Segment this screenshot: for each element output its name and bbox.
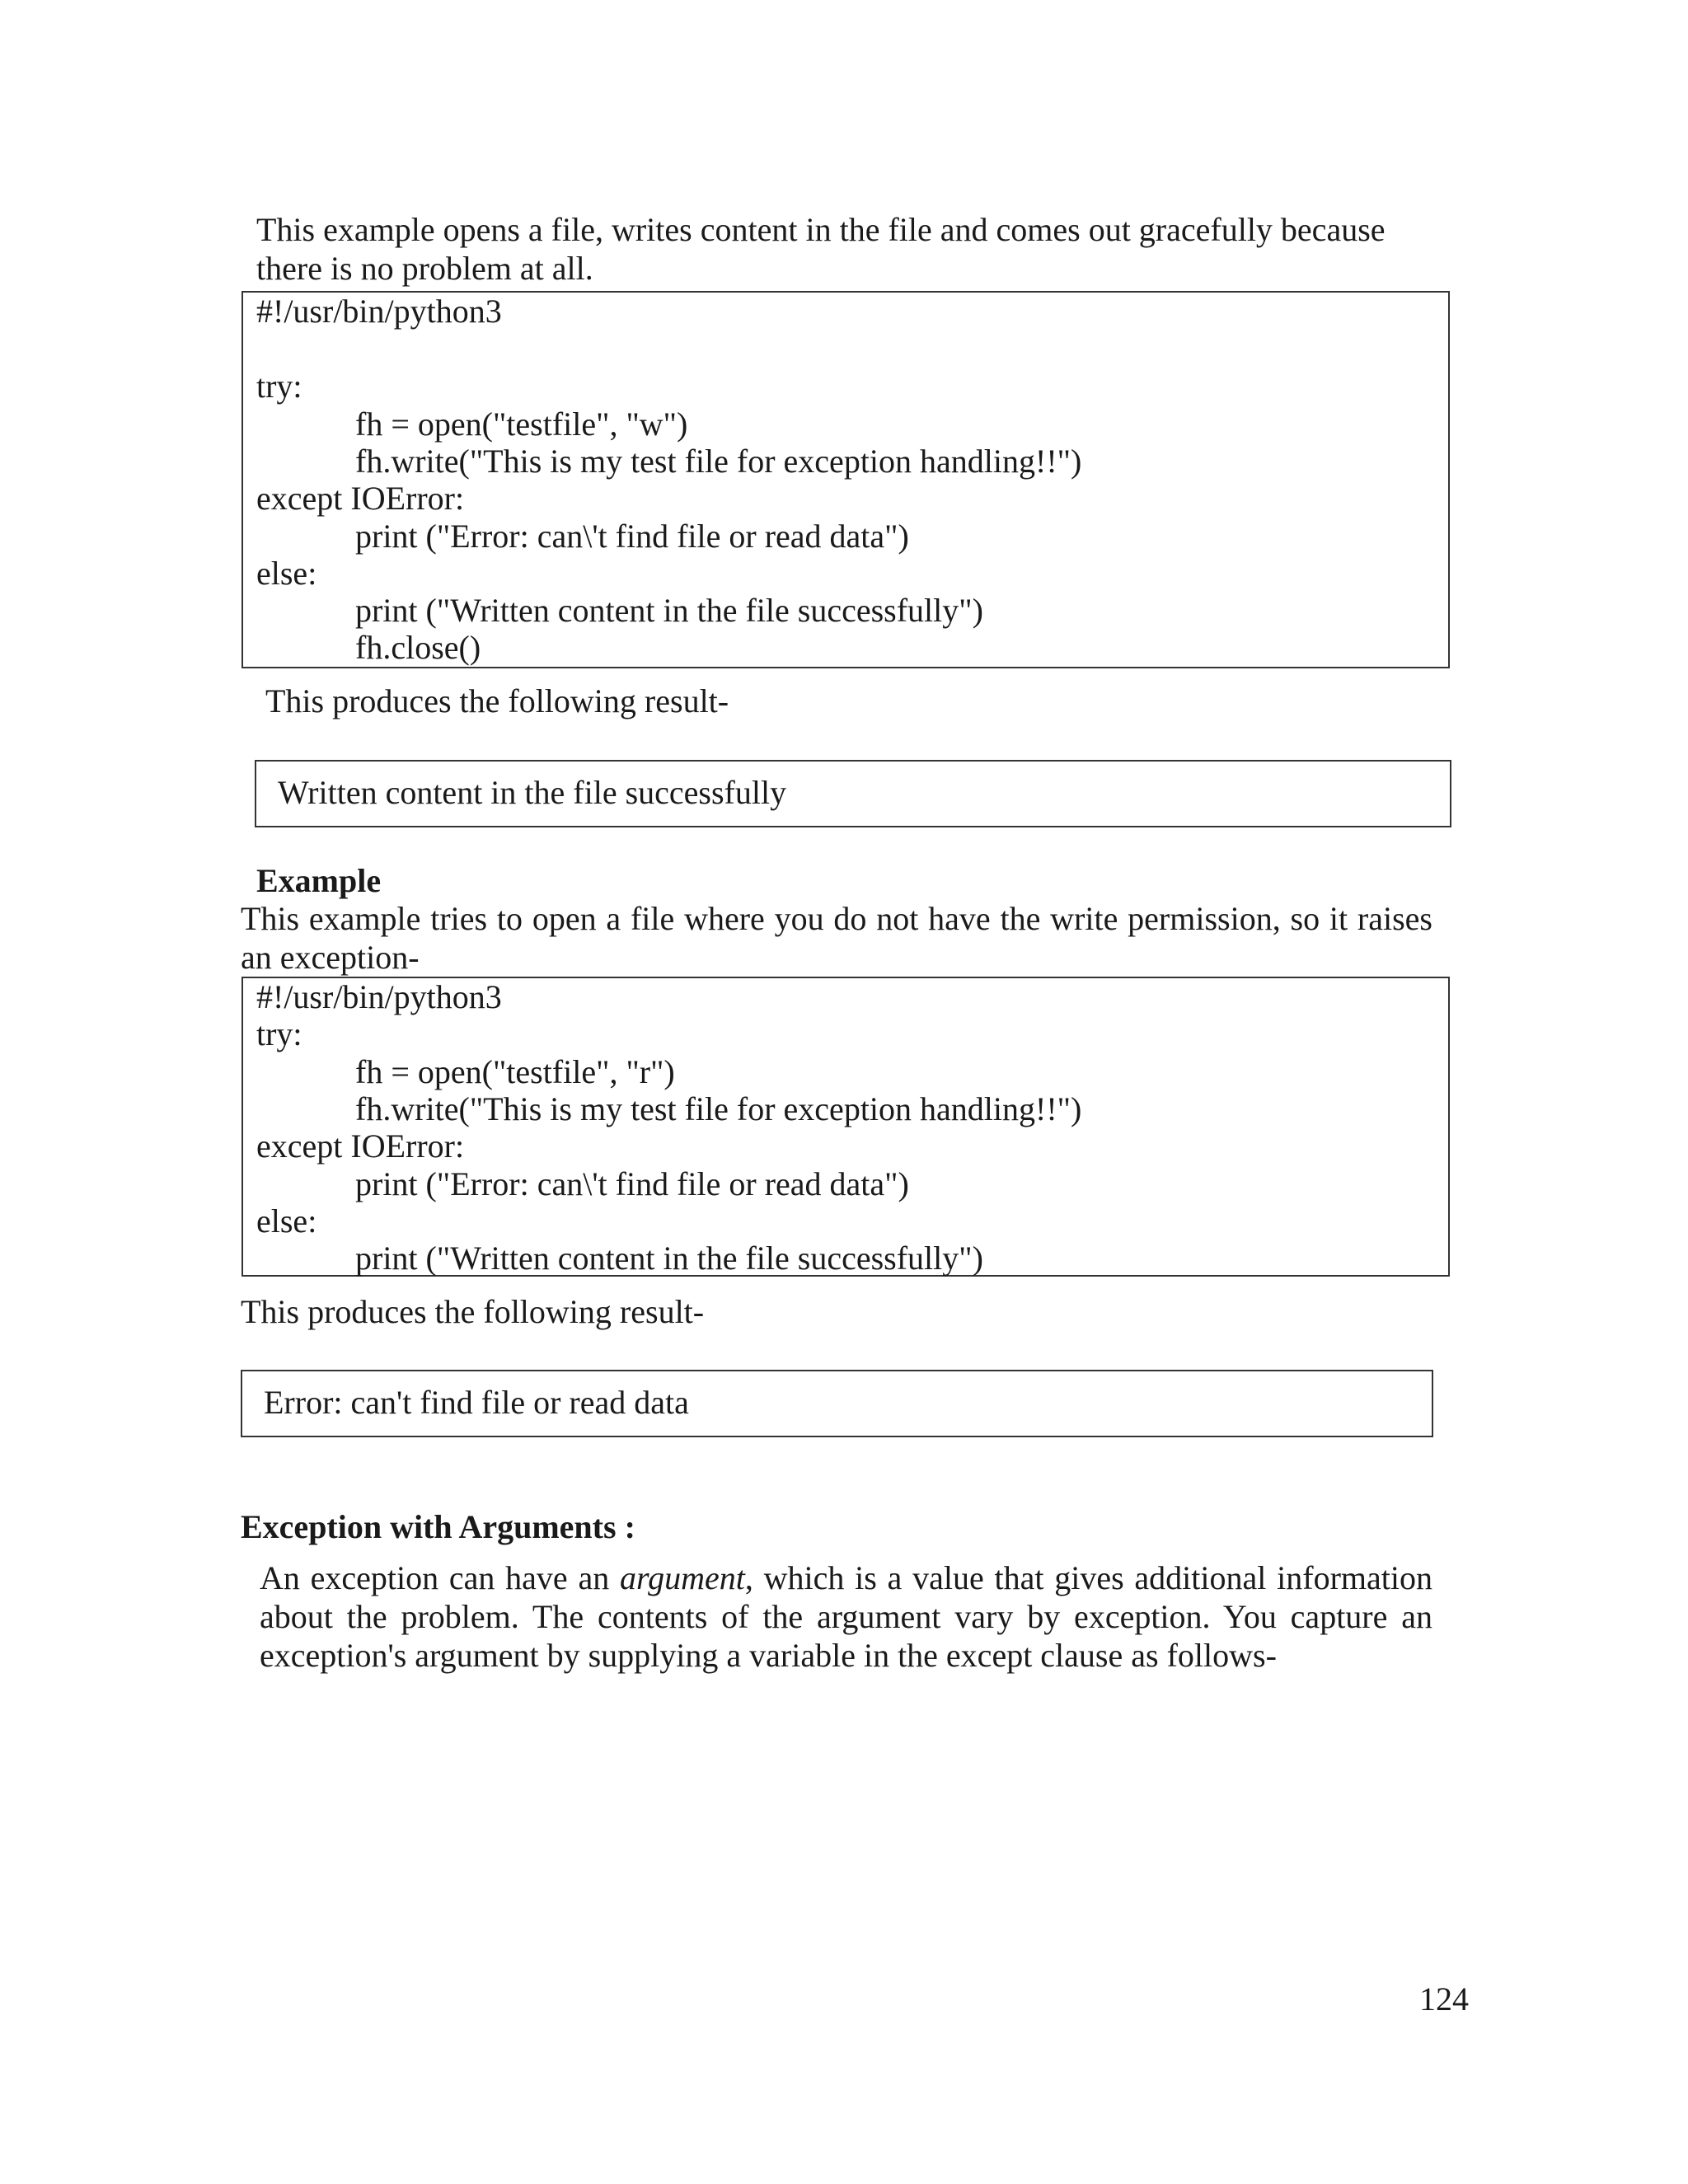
code-line: fh.write("This is my test file for exception handling!!") bbox=[355, 1090, 1082, 1127]
code-line: print ("Written content in the file successfully") bbox=[355, 592, 983, 629]
result-label-1: This produces the following result- bbox=[265, 682, 729, 719]
page-number: 124 bbox=[1419, 1980, 1469, 2018]
code-line: except IOError: bbox=[256, 1127, 465, 1165]
section-paragraph bbox=[260, 1558, 1432, 1675]
section-text-italic: argument bbox=[619, 1559, 745, 1596]
code-line: else: bbox=[256, 1202, 317, 1240]
example-heading: Example bbox=[256, 862, 382, 899]
result-label-2: This produces the following result- bbox=[241, 1293, 705, 1330]
result-box-2 bbox=[241, 1370, 1433, 1437]
code-block-1 bbox=[241, 291, 1450, 668]
code-line: #!/usr/bin/python3 bbox=[256, 978, 502, 1015]
example-paragraph: This example tries to open a file where you do not have the write permission, so it raises an exception- bbox=[241, 900, 1432, 976]
code-line: else: bbox=[256, 555, 317, 592]
section-text-end: , which is a value that gives additional information about the problem. The contents of the argument vary by exception. You capture an exception's argument by supplying a variable in the except clause as follows- bbox=[260, 1559, 1432, 1674]
section-text-start: An exception can have an bbox=[260, 1559, 620, 1596]
code-block-2 bbox=[241, 977, 1450, 1277]
code-line: try: bbox=[256, 368, 302, 405]
result-text-1: Written content in the file successfully bbox=[278, 774, 787, 811]
code-line: print ("Error: can\'t find file or read data") bbox=[355, 1165, 909, 1202]
code-line: except IOError: bbox=[256, 480, 465, 517]
code-line: print ("Error: can\'t find file or read data") bbox=[355, 518, 909, 555]
code-line: fh.write("This is my test file for exception handling!!") bbox=[355, 443, 1082, 480]
code-line: fh = open("testfile", "r") bbox=[355, 1053, 675, 1090]
code-line: fh.close() bbox=[355, 629, 481, 666]
intro-paragraph: This example opens a file, writes content in the file and comes out gracefully because there is no problem at all. bbox=[256, 211, 1386, 287]
code-line: try: bbox=[256, 1015, 302, 1052]
code-line: fh = open("testfile", "w") bbox=[355, 405, 688, 443]
result-box-1 bbox=[255, 760, 1451, 827]
section-heading: Exception with Arguments : bbox=[241, 1508, 635, 1545]
code-line: #!/usr/bin/python3 bbox=[256, 293, 502, 330]
code-line: print ("Written content in the file successfully") bbox=[355, 1240, 983, 1277]
result-text-2: Error: can't find file or read data bbox=[264, 1384, 689, 1421]
